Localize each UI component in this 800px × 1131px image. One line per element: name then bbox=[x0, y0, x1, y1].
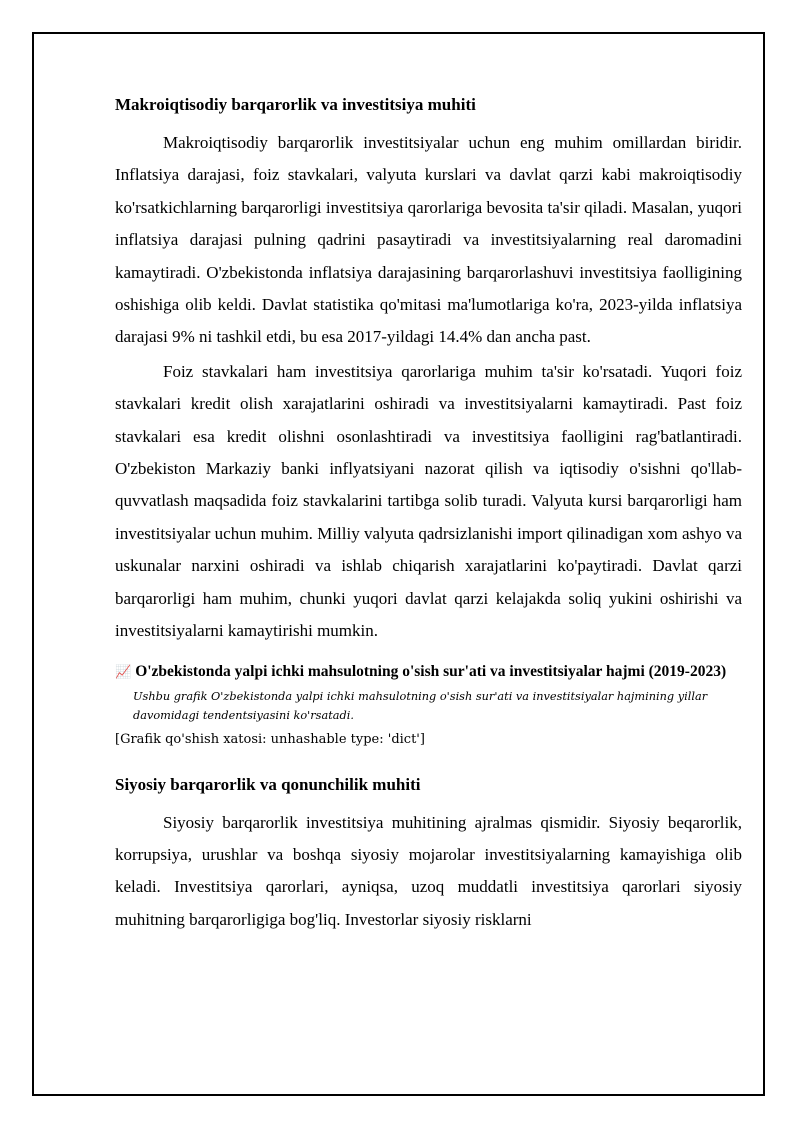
paragraph: Siyosiy barqarorlik investitsiya muhitining ajralmas qismidir. Siyosiy beqarorlik, korrupsiya, urushlar va boshqa siyosiy mojarolar investitsiyalarning kamayishiga olib keladi. Investitsiya qarorlari, ayniqsa, uzoq muddatli investitsiya qarorlari siyosiy muhitning barqarorligiga bog'liq. Investorlar siyosiy risklarni bbox=[115, 812, 742, 929]
figure-title bbox=[115, 661, 742, 684]
section-heading-political: Siyosiy barqarorlik va qonunchilik muhiti bbox=[115, 774, 421, 794]
document-body bbox=[115, 94, 742, 938]
paragraph: Foiz stavkalari ham investitsiya qarorlariga muhim ta'sir ko'rsatadi. Yuqori foiz stavkalari kredit olish xarajatlarini oshiradi va investitsiyalarni kamaytiradi. Past foiz stavkalari esa kredit olishni osonlashtiradi va investitsiya faolligini rag'batlantiradi. O'zbekiston Markaziy banki inflyatsiyani nazorat qilish va iqtisodiy o'sishni qo'llab-quvvatlash maqsadida foiz stavkalarini tartibga solib turadi. Valyuta kursi barqarorligi ham investitsiyalar uchun muhim. Milliy valyuta qadrsizlanishi import qilinadigan xom ashyo va uskunalar narxini oshiradi va ishlab chiqarish xarajatlarini ko'paytiradi. Davlat qarzi barqarorligi ham muhim, chunki yuqori davlat qarzi kelajakda soliq yukini oshirishi va investitsiyalarni kamaytirishi mumkin. bbox=[115, 361, 742, 641]
figure-title-text: O'zbekistonda yalpi ichki mahsulotning o'sish sur'ati va investitsiyalar hajmi (2019-2023) bbox=[135, 662, 727, 680]
chart-increasing-icon: 📈 bbox=[115, 664, 132, 680]
figure-caption: Ushbu grafik O'zbekistonda yalpi ichki mahsulotning o'sish sur'ati va investitsiyalar hajmining yillar davomidagi tendentsiyasini ko'rsatadi. bbox=[133, 689, 708, 722]
section-heading-macroeconomic: Makroiqtisodiy barqarorlik va investitsiya muhiti bbox=[115, 95, 476, 114]
paragraph: Makroiqtisodiy barqarorlik investitsiyalar uchun eng muhim omillardan biridir. Inflatsiya darajasi, foiz stavkalari, valyuta kurslari va davlat qarzi kabi makroiqtisodiy ko'rsatkichlarning barqarorligi investitsiya qarorlariga bevosita ta'sir qiladi. Masalan, yuqori inflatsiya darajasi pulning qadrini pasaytiradi va investitsiyalarning real daromadini kamaytiradi. O'zbekistonda inflatsiya darajasining barqarorlashuvi investitsiya faolligining oshishiga olib keldi. Davlat statistika qo'mitasi ma'lumotlariga ko'ra, 2023-yilda inflatsiya darajasi 9% ni tashkil etdi, bu esa 2017-yildagi 14.4% dan ancha past. bbox=[115, 133, 742, 347]
figure-error-message: [Grafik qo'shish xatosi: unhashable type: 'dict'] bbox=[115, 731, 425, 747]
